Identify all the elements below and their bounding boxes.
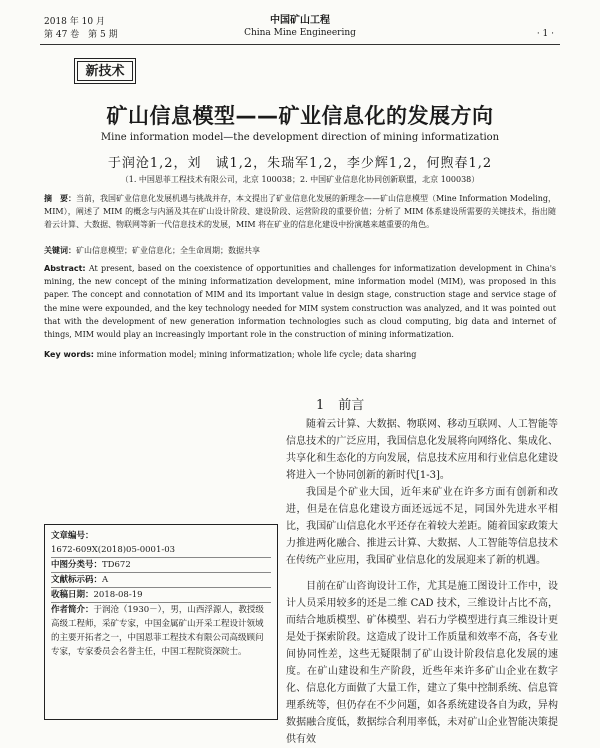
abstract-zh-text: 当前，我国矿业信息化发展机遇与挑战并存，本文提出了矿业信息化发展的新理念——矿山信息模型（Mine Information Modeling，MIM），阐述了 MIM 的概念与内涵及其在矿山设计阶段、建设阶段、运营阶段的重要价值；分析了 MIM 体系建设所需要的关键技术，指出随着云计算、大数据、物联网等新一代信息技术的发展，MIM 将在矿业的信息化建设中扮演越来越重要的角色。 (44, 194, 557, 229)
column-tag: 新技术 (77, 61, 133, 81)
article-number: 1672-609X(2018)05-0001-03 (51, 545, 176, 555)
paper-title-zh: 矿山信息模型——矿业信息化的发展方向 (106, 104, 494, 128)
body-paragraph-3 (286, 578, 558, 748)
page-number: · 1 · (536, 29, 554, 39)
body-paragraph-1 (286, 416, 558, 484)
keywords-zh (44, 244, 556, 257)
paper-title-en: Mine information model—the development direction of mining informatization (100, 132, 500, 143)
section-title: 前言 (338, 398, 365, 413)
section-number: 1 (316, 398, 325, 413)
header-journal (0, 14, 600, 40)
section-heading (316, 394, 378, 413)
journal-name-zh: 中国矿山工程 (270, 15, 330, 26)
author-bio-label: 作者简介： (51, 605, 94, 615)
abstract-zh (44, 192, 556, 231)
paragraph-text: 随着云计算、大数据、物联网、移动互联网、人工智能等信息技术的广泛应用，我国信息化发展将向网络化、集成化、共享化和生态化的方向发展，信息技术应用和行业信息化建设将进入一个协同创新的新时代[1-3]。 (286, 419, 558, 481)
author-bio: 于润沧（1930－），男，山西浮源人，教授级高级工程师，采矿专家，中国金属矿山开采工程设计领域的主要开拓者之一，中国恩菲工程技术有限公司高级顾问专家，专家委员会名誉主任，中国工程院资深院士。 (51, 605, 264, 657)
article-number-label: 文章编号： (51, 531, 94, 541)
doc-code-value: A (102, 575, 109, 585)
affiliation: （1. 中国恩菲工程技术有限公司，北京 100038；2. 中国矿业信息化协同创新联盟，北京 100038） (120, 175, 480, 184)
keywords-zh-label: 关键词： (44, 246, 76, 255)
received-value: 2018-08-19 (93, 590, 143, 600)
doc-code-row (51, 573, 271, 588)
keywords-en-text: mine information model; mining informatization; whole life cycle; data sharing (96, 350, 417, 359)
article-number-row (51, 529, 271, 558)
author-list: 于润沧1,2，刘 诚1,2，朱瑞军1,2，李少辉1,2，何煦春1,2 (107, 156, 493, 171)
column-tag-box (74, 58, 136, 84)
paragraph-text: 目前在矿山咨询设计工作，尤其是施工图设计工作中，设计人员采用较多的还是二维 CAD 技术，三维设计占比不高，而结合地质模型、矿体模型、岩石力学模型进行真三维设计更是处于探索阶段。这造成了设计工作质量和效率不高，各专业间协同性差，这些无疑限制了矿山设计阶段信息化发展的速度。在矿山建设和生产阶段，近些年来许多矿山企业在数字化、信息化方面做了大量工作，建立了集中控制系统、信息管理系统等，但仍存在不少问题，如各系统建设各自为政，异构数据融合度低，数据综合利用率低，未对矿山企业智能决策提供有效 (286, 581, 558, 745)
keywords-en-label: Key words: (44, 350, 95, 359)
paragraph-text: 我国是个矿业大国，近年来矿业在许多方面有创新和改进，但是在信息化建设方面还远远不足，同国外先进水平相比，我国矿山信息化水平还存在着较大差距。随着国家政策大力推进两化融合、推进云计算、大数据、人工智能等信息技术在传统产业应用，我国矿业信息化的发展迎来了新的机遇。 (286, 487, 558, 566)
keywords-zh-text: 矿山信息模型；矿业信息化；全生命周期；数据共享 (76, 246, 260, 255)
clc-row (51, 558, 271, 573)
abstract-en-text: At present, based on the coexistence of opportunities and challenges for informatization development in China's mining, the new concept of the mining informatization development, mine information model (MIM), was proposed in this paper. The concept and connotation of MIM and its important value in design stage, construction stage and service stage of the mine were expounded, and the key technology needed for MIM system construction was analyzed, and it was pointed out that with the development of new generation information technologies such as cloud computing, big data and internet of things, MIM would play an increasingly important role in the construction of mining informatization. (44, 264, 556, 340)
abstract-zh-label: 摘 要： (44, 194, 77, 203)
abstract-en-label: Abstract: (44, 264, 86, 273)
abstract-en (44, 262, 556, 341)
author-bio-row (51, 603, 271, 659)
keywords-en (44, 348, 556, 361)
header-date: 2018 年 10 月 (44, 17, 105, 27)
journal-name-en: China Mine Engineering (244, 28, 356, 38)
article-info-box (44, 524, 278, 720)
received-label: 收稿日期： (51, 590, 94, 600)
header-volume: 第 47 卷 第 5 期 (44, 30, 118, 40)
received-row (51, 588, 271, 603)
doc-code-label: 文献标示码： (51, 575, 103, 585)
clc-value: TD672 (102, 560, 131, 570)
body-paragraph-2 (286, 484, 558, 569)
clc-label: 中图分类号： (51, 560, 103, 570)
header-divider (40, 44, 560, 45)
